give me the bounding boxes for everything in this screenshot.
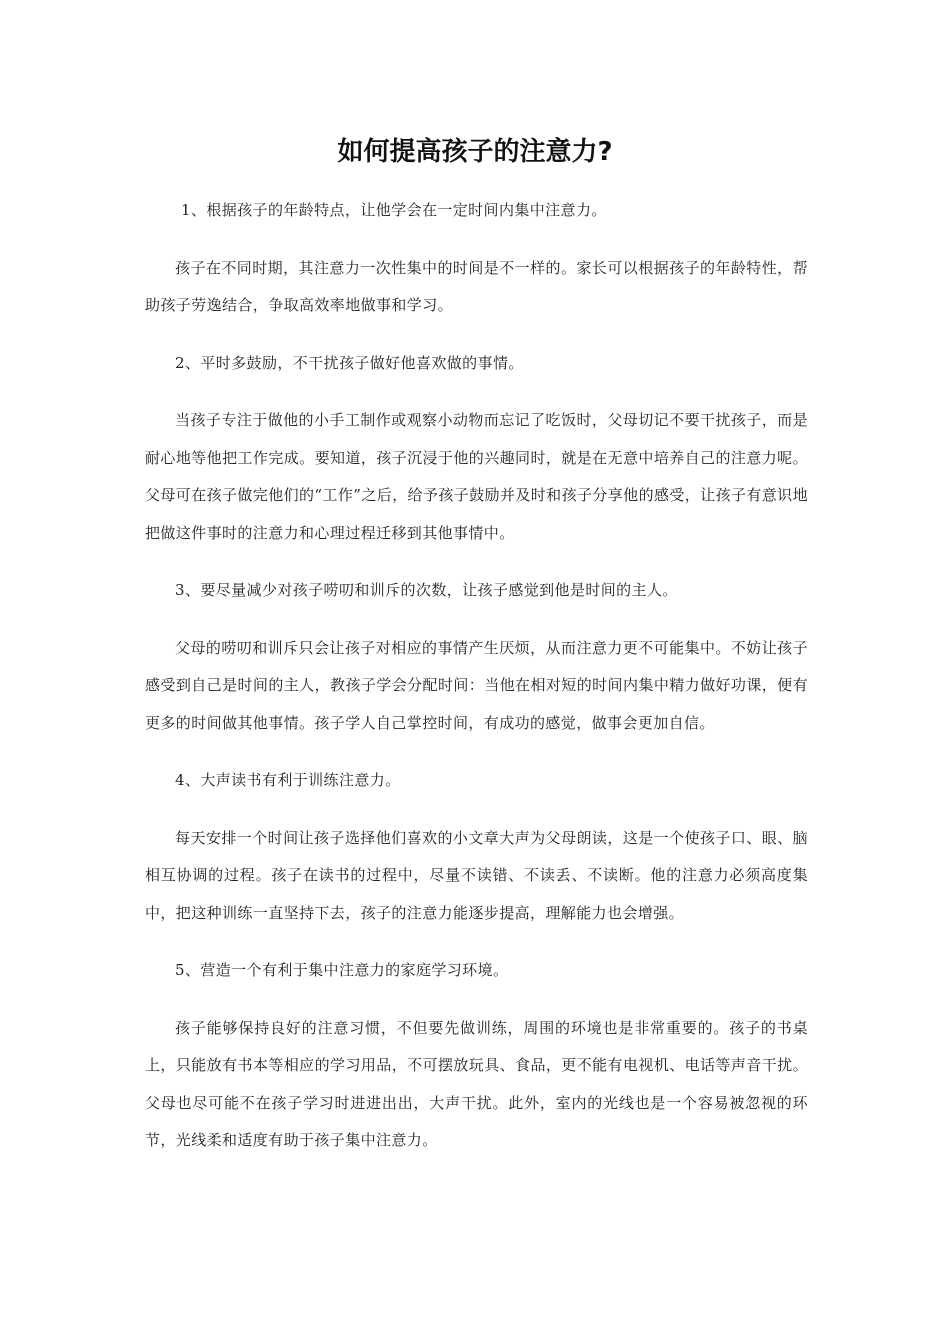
section-heading-5: 5、营造一个有利于集中注意力的家庭学习环境。 bbox=[175, 961, 509, 979]
section-body-4: 每天安排一个时间让孩子选择他们喜欢的小文章大声为父母朗读，这是一个使孩子口、眼、脑相互协调的过程。孩子在读书的过程中，尽量不读错、不读丢、不读断。他的注意力必须高度集中，把这种训练一直坚持下去，孩子的注意力能逐步提高，理解能力也会增强。 bbox=[145, 828, 808, 922]
section-body-5: 孩子能够保持良好的注意习惯，不但要先做训练，周围的环境也是非常重要的。孩子的书桌上，只能放有书本等相应的学习用品，不可摆放玩具、食品，更不能有电视机、电话等声音干扰。父母也尽可能不在孩子学习时进进出出，大声干扰。此外，室内的光线也是一个容易被忽视的环节，光线柔和适度有助于孩子集中注意力。 bbox=[145, 1018, 808, 1149]
article-body bbox=[145, 192, 808, 1180]
section-heading-1: 1、根据孩子的年龄特点，让他学会在一定时间内集中注意力。 bbox=[181, 201, 607, 219]
section-heading-4: 4、大声读书有利于训练注意力。 bbox=[175, 771, 401, 789]
section-body-3: 父母的唠叨和训斥只会让孩子对相应的事情产生厌烦，从而注意力更不可能集中。不妨让孩子感受到自己是时间的主人，教孩子学会分配时间：当他在相对短的时间内集中精力做好功课，便有更多的时间做其他事情。孩子学人自己掌控时间，有成功的感觉，做事会更加自信。 bbox=[145, 638, 808, 732]
section-heading-2: 2、平时多鼓励，不干扰孩子做好他喜欢做的事情。 bbox=[175, 353, 524, 372]
page-title: 如何提高孩子的注意力? bbox=[337, 137, 613, 167]
section-body-1: 孩子在不同时期，其注意力一次性集中的时间是不一样的。家长可以根据孩子的年龄特性，帮助孩子劳逸结合，争取高效率地做事和学习。 bbox=[145, 258, 808, 314]
section-body-2: 当孩子专注于做他的小手工制作或观察小动物而忘记了吃饭时，父母切记不要干扰孩子，而是耐心地等他把工作完成。要知道，孩子沉浸于他的兴趣同时，就是在无意中培养自己的注意力呢。父母可在孩子做完他们的“工作”之后，给予孩子鼓励并及时和孩子分享他的感受，让孩子有意识地把做这件事时的注意力和心理过程迁移到其他事情中。 bbox=[145, 411, 808, 542]
section-heading-3: 3、要尽量减少对孩子唠叨和训斥的次数，让孩子感觉到他是时间的主人。 bbox=[175, 581, 678, 599]
